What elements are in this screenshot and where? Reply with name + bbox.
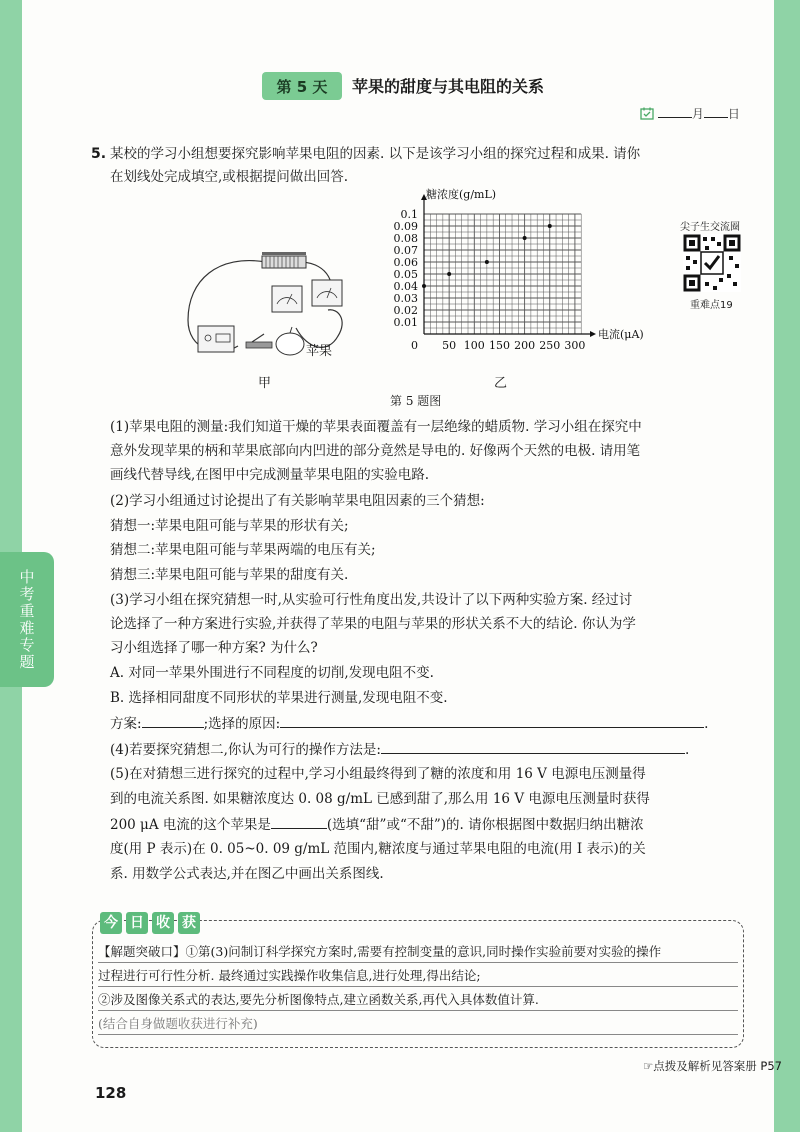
side-tab	[0, 552, 54, 687]
reason-label: ;选择的原因:	[203, 716, 281, 732]
harvest-title-char: 日	[126, 912, 148, 934]
qr-caption-bottom: 重难点19	[690, 300, 733, 311]
part3-line: 习小组选择了哪一种方案? 为什么?	[110, 640, 318, 656]
side-tab-char: 重	[19, 601, 35, 620]
guess-2: 猜想二:苹果电阻可能与苹果两端的电压有关;	[110, 542, 376, 558]
chart-ticks	[394, 187, 644, 352]
y-tick-label: 0.04	[393, 280, 418, 293]
part1-line: 画线代替导线,在图甲中完成测量苹果电阻的实验电路.	[110, 467, 430, 483]
calendar-icon	[640, 107, 654, 120]
page-number: 128	[95, 1084, 127, 1102]
reason-blank[interactable]	[280, 714, 704, 728]
page-title: 苹果的甜度与其电阻的关系	[352, 77, 545, 96]
harvest-note: (结合自身做题收获进行补充)	[98, 1016, 258, 1031]
qr-caption-top: 尖子生交流圈	[680, 222, 740, 233]
harvest-title-char: 今	[100, 912, 122, 934]
divider	[98, 962, 738, 963]
period: .	[704, 716, 709, 732]
harvest-title-char: 获	[178, 912, 200, 934]
part4-line	[110, 740, 689, 759]
figure-a-label: 甲	[258, 376, 272, 391]
part3-line: 论选择了一种方案进行实验,并获得了苹果的电阻与苹果的形状关系不大的结论. 你认为学	[110, 616, 636, 632]
data-point	[447, 272, 451, 276]
part4-text: (4)若要探究猜想二,你认为可行的操作方法是:	[110, 742, 381, 758]
harvest-title	[100, 912, 200, 934]
data-point	[485, 260, 489, 264]
apple-label: 苹果	[306, 344, 333, 359]
side-tab-char: 难	[19, 618, 35, 637]
part1-line: 意外发现苹果的柄和苹果底部向内凹进的部分竟然是导电的. 好像两个天然的电极. 请用笔	[110, 443, 641, 459]
part5-line: 系. 用数学公式表达,并在图乙中画出关系图线.	[110, 866, 384, 882]
harvest-line: 过程进行可行性分析. 最终通过实践操作收集信息,进行处理,得出结论;	[98, 968, 481, 983]
x-tick-label: 150	[488, 339, 510, 352]
y-tick-label: 0.03	[393, 292, 418, 305]
x-tick-label: 250	[539, 339, 561, 352]
y-tick-label: 0.06	[393, 256, 418, 269]
y-tick-label: 0.09	[393, 220, 418, 233]
data-point	[548, 224, 552, 228]
side-tab-char: 专	[19, 635, 35, 654]
y-tick-label: 0.01	[393, 316, 418, 329]
figure-caption: 第 5 题图	[390, 394, 442, 408]
divider	[98, 986, 738, 987]
answer-reference: ☞点拨及解析见答案册 P57	[642, 1059, 782, 1073]
concentration-current-chart	[360, 186, 660, 366]
x-tick-label: 300	[564, 339, 586, 352]
data-point	[523, 236, 527, 240]
side-tab-char: 考	[19, 584, 35, 603]
part5-line: 度(用 P 表示)在 0. 05~0. 09 g/mL 范围内,糖浓度与通过苹果电阻的电流(用 I 表示)的关	[110, 841, 646, 857]
y-axis-label: 糖浓度(g/mL)	[426, 188, 497, 201]
y-tick-label: 0.1	[400, 208, 418, 221]
y-tick-label: 0.02	[393, 304, 418, 317]
harvest-title-char: 收	[152, 912, 174, 934]
intro-line: 在划线处完成填空,或根据提问做出回答.	[110, 169, 349, 185]
y-tick-label: 0.08	[393, 232, 418, 245]
y-tick-label: 0.05	[393, 268, 418, 281]
period: .	[684, 742, 690, 758]
guess-1: 猜想一:苹果电阻可能与苹果的形状有关;	[110, 518, 349, 534]
date-box	[640, 104, 740, 122]
part5-line	[110, 815, 644, 834]
part5-text: (选填“甜”或“不甜”)的. 请你根据图中数据归纳出糖浓	[326, 817, 644, 833]
divider	[98, 1010, 738, 1011]
option-a: A. 对同一苹果外围进行不同程度的切削,发现电阻不变.	[110, 665, 434, 681]
x-tick-label: 50	[442, 339, 457, 352]
harvest-line: 【解题突破口】①第(3)问制订科学探究方案时,需要有控制变量的意识,同时操作实验前要对实验的操作	[98, 944, 662, 959]
origin-label: 0	[411, 339, 418, 352]
x-tick-label: 100	[463, 339, 485, 352]
figure-b-label: 乙	[494, 376, 508, 391]
chart-axes	[421, 194, 596, 337]
y-tick-label: 0.07	[393, 244, 418, 257]
part5-line: (5)在对猜想三进行探究的过程中,学习小组最终得到了糖的浓度和用 16 V 电源电压测量得	[110, 766, 646, 782]
part5-line: 到的电流关系图. 如果糖浓度达 0. 08 g/mL 已感到甜了,那么用 16 V 电源电压测量时获得	[110, 791, 650, 807]
part5-text: 200 μA 电流的这个苹果是	[110, 817, 271, 833]
x-tick-label: 200	[514, 339, 536, 352]
x-axis-label: 电流(μA)	[598, 328, 644, 341]
part1-line: (1)苹果电阻的测量:我们知道干燥的苹果表面覆盖有一层绝缘的蜡质物. 学习小组在探究中	[110, 419, 642, 435]
method-blank[interactable]	[381, 740, 685, 754]
guess-3: 猜想三:苹果电阻可能与苹果的甜度有关.	[110, 567, 349, 583]
sweet-blank[interactable]	[271, 815, 327, 829]
side-tab-char: 中	[19, 567, 35, 586]
option-b: B. 选择相同甜度不同形状的苹果进行测量,发现电阻不变.	[110, 690, 448, 706]
plan-label: 方案:	[110, 716, 142, 732]
harvest-line: ②涉及图像关系式的表达,要先分析图像特点,建立函数关系,再代入具体数值计算.	[98, 992, 539, 1007]
part3-line: (3)学习小组在探究猜想一时,从实验可行性角度出发,共设计了以下两种实验方案. 经过讨	[110, 592, 633, 608]
side-tab-char: 题	[19, 652, 35, 671]
date-month: 月	[691, 107, 704, 121]
qr-code-icon[interactable]	[683, 234, 741, 292]
intro-line: 某校的学习小组想要探究影响苹果电阻的因素. 以下是该学习小组的探究过程和成果. 请你	[110, 146, 641, 162]
part2-line: (2)学习小组通过讨论提出了有关影响苹果电阻因素的三个猜想:	[110, 493, 485, 509]
question-number: 5.	[91, 146, 107, 162]
divider	[98, 1034, 738, 1035]
day-badge: 第 5 天	[262, 72, 342, 100]
x-axis-arrow	[590, 331, 596, 337]
date-day: 日	[727, 107, 740, 121]
plan-answer-line	[110, 714, 708, 733]
data-point	[422, 284, 426, 288]
plan-blank[interactable]	[142, 714, 204, 728]
